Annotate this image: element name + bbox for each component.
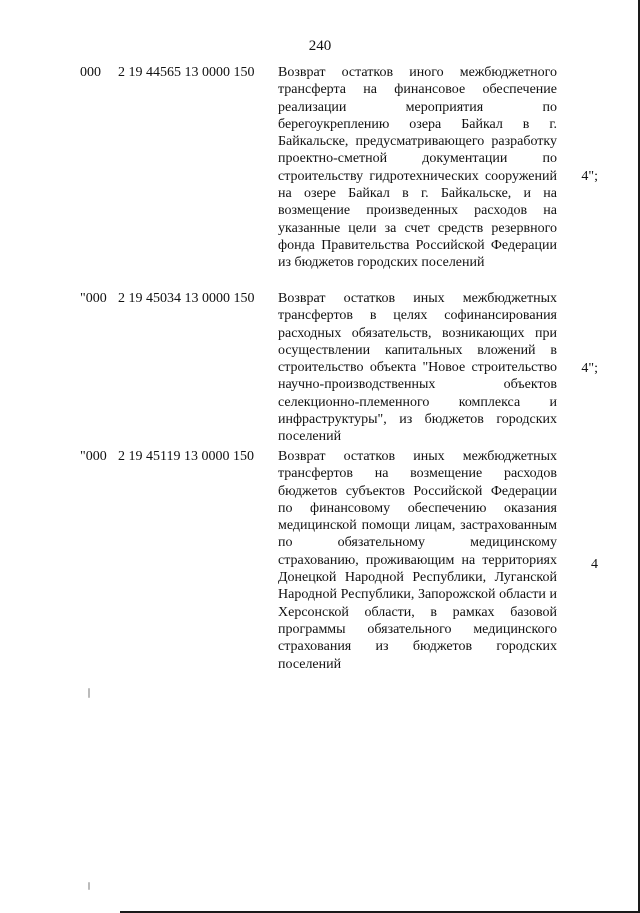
budget-classification-code: 2 19 44565 13 0000 150 xyxy=(118,65,255,80)
budget-classification-code: 2 19 45034 13 0000 150 xyxy=(118,291,255,306)
admin-code: 000 xyxy=(80,65,101,80)
admin-code: "000 xyxy=(80,291,107,306)
entry-value: 4 xyxy=(591,557,598,572)
entry-description: Возврат остатков иных межбюджетных трансфертов в целях софинансирования расходных обязательств, возникающих при осуществлении капитальных вложений в строительство объекта "Новое строительство научно-производственных объектов селекционно-племенного комплекса и инфраструктуры", из бюджетов городских поселений xyxy=(278,291,557,445)
budget-classification-code: 2 19 45119 13 0000 150 xyxy=(118,449,254,464)
entry-description: Возврат остатков иного межбюджетного трансферта на финансовое обеспечение реализации мероприятия по берегоукреплению озера Байкал в г. Байкальске, предусматривающего разработку проектно-сметной документации по строительству гидротехнических сооружений на озере Байкал в г. Байкальске, и на возмещение произведенных расходов на указанные цели за счет средств резервного фонда Правительства Российской Федерации из бюджетов городских поселений xyxy=(278,65,557,271)
admin-code: "000 xyxy=(80,449,107,464)
entry-value: 4"; xyxy=(581,169,598,184)
scan-artifact xyxy=(88,688,90,698)
entry-value: 4"; xyxy=(581,361,598,376)
scan-artifact xyxy=(88,882,90,890)
entry-description: Возврат остатков иных межбюджетных трансфертов на возмещение расходов бюджетов субъектов Российской Федерации по финансовому обеспечению оказания медицинской помощи лицам, застрахованным по обязательному медицинскому страхованию, проживающим на территориях Донецкой Народной Республики, Луганской Народной Республики, Запорожской области и Херсонской области, в рамках базовой программы обязательного медицинского страхования из бюджетов городских поселений xyxy=(278,449,557,672)
page-number: 240 xyxy=(308,38,332,54)
